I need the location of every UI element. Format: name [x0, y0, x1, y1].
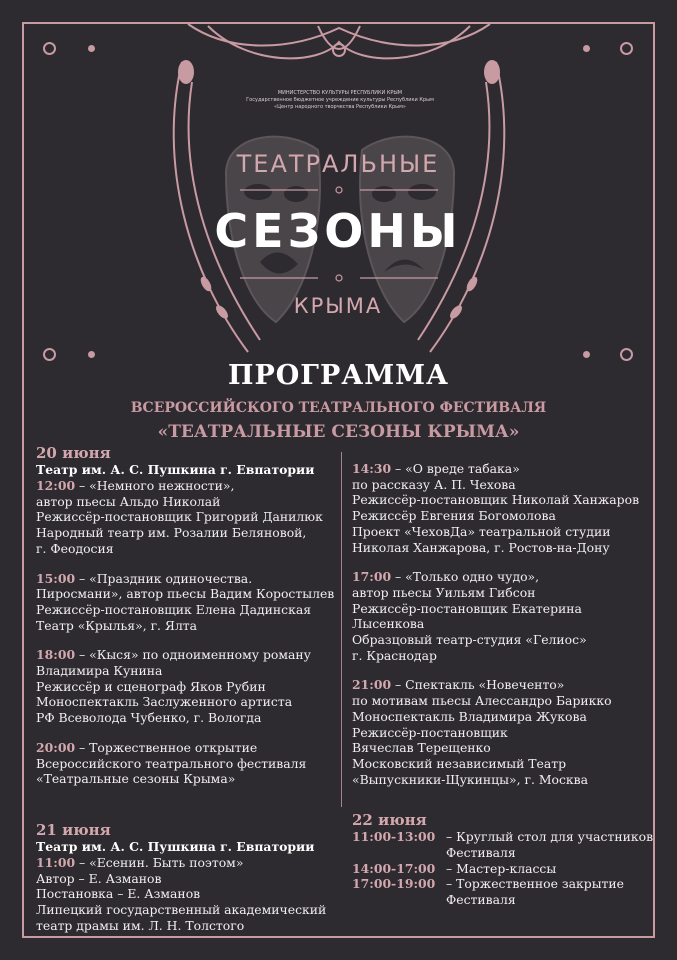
right-column: [352, 461, 652, 908]
event-text: Режиссёр и сценограф Яков Рубин: [36, 678, 266, 694]
event-text: Театр «Крылья», г. Ялта: [36, 617, 198, 633]
event-time: 12:00: [36, 478, 76, 493]
event-item: [36, 478, 336, 557]
day-heading: 20 июня: [36, 444, 111, 462]
event-time: 11:00: [36, 854, 76, 870]
corner-dot-decoration: [88, 45, 95, 52]
event-time: 14:30: [352, 461, 392, 476]
program-subtitle: ВСЕРОССИЙСКОГО ТЕАТРАЛЬНОГО ФЕСТИВАЛЯ: [130, 400, 547, 416]
event-time: 15:00: [36, 570, 76, 586]
event-text: Липецкий государственный академический: [36, 902, 327, 918]
schedule-time: 11:00-13:00: [352, 829, 436, 845]
schedule-row: [352, 829, 652, 845]
event-text: – «Есенин. Быть поэтом»: [79, 854, 244, 870]
event-text: Народный театр им. Розалии Беляновой,: [36, 525, 307, 541]
event-text: – «Кыся» по одноименному роману: [79, 647, 311, 663]
event-text: Постановка – Е. Азманов: [36, 886, 201, 902]
ministry-line: «Центр народного творчества Республики Крым»: [274, 104, 406, 110]
event-text: «Театральные сезоны Крыма»: [36, 771, 236, 787]
event-time: 18:00: [36, 647, 76, 663]
event-text: по мотивам пьесы Алессандро Барикко: [352, 693, 612, 709]
event-time: 21:00: [352, 677, 392, 693]
logo-word-main: СЕЗОНЫ: [214, 204, 462, 258]
event-text: автор пьесы Альдо Николай: [36, 493, 221, 509]
day-heading: 21 июня: [36, 820, 111, 839]
event-item: [36, 740, 336, 787]
event-text: – Торжественное открытие: [79, 739, 258, 755]
event-item: [36, 571, 336, 634]
event-time: 17:00: [352, 569, 392, 585]
event-time: 20:00: [36, 739, 76, 755]
schedule-time: 14:00-17:00: [352, 860, 436, 876]
schedule-row: [352, 845, 652, 861]
event-text: автор пьесы Уильям Гибсон: [352, 584, 536, 600]
event-text: Вячеслав Терещенко: [352, 740, 491, 756]
schedule-text: Фестиваля: [446, 845, 516, 861]
logo-word-bottom: КРЫМА: [293, 294, 383, 318]
schedule-text: Фестиваля: [446, 892, 516, 908]
event-item: [352, 461, 652, 555]
event-text: – Спектакль «Новеченто»: [395, 677, 565, 693]
event-text: Режиссёр Евгения Богомолова: [352, 508, 556, 524]
event-text: – «Праздник одиночества.: [79, 570, 253, 586]
corner-dot-decoration: [88, 351, 95, 358]
venue-name: Театр им. А. С. Пушкина г. Евпатории: [36, 462, 315, 477]
ministry-line: Государственное бюджетное учреждение культуры Республики Крым: [246, 97, 434, 103]
corner-ring-decoration: [620, 42, 633, 55]
schedule-text: – Круглый стол для участников: [446, 829, 654, 845]
event-text: г. Феодосия: [36, 540, 114, 556]
event-text: Режиссёр-постановщик Николай Ханжаров: [352, 492, 640, 508]
event-text: Московский независимый Театр: [352, 755, 567, 771]
schedule-time: 17:00-19:00: [352, 876, 436, 892]
event-text: – «О вреде табака»: [395, 461, 520, 476]
event-text: Автор – Е. Азманов: [36, 870, 162, 886]
corner-ring-decoration: [43, 42, 56, 55]
event-text: по рассказу А. П. Чехова: [352, 476, 516, 492]
event-text: Лысенкова: [352, 616, 425, 632]
event-text: Режиссёр-постановщик Григорий Данилюк: [36, 509, 323, 525]
event-text: Режиссёр-постановщик Елена Дадинская: [36, 601, 312, 617]
closing-schedule: [352, 829, 652, 908]
event-item: [352, 677, 652, 787]
event-text: Проект «ЧеховДа» театральной студии: [352, 523, 611, 539]
event-text: театр драмы им. Л. Н. Толстого: [36, 917, 245, 933]
schedule-row: [352, 892, 652, 908]
venue-name: Театр им. А. С. Пушкина г. Евпатории: [36, 838, 315, 854]
event-text: Николая Ханжарова, г. Ростов-на-Дону: [352, 539, 610, 555]
event-text: Моноспектакль Владимира Жукова: [352, 708, 587, 724]
logo-word-top: ТЕАТРАЛЬНЫЕ: [236, 150, 440, 178]
day-heading: 22 июня: [352, 811, 427, 830]
event-item: [352, 569, 652, 663]
event-text: Всероссийского театрального фестиваля: [36, 755, 307, 771]
event-text: Режиссёр-постановщик: [352, 724, 508, 740]
festival-name: «ТЕАТРАЛЬНЫЕ СЕЗОНЫ КРЫМА»: [157, 422, 520, 442]
event-text: Образцовый театр-студия «Гелиос»: [352, 632, 587, 648]
left-column: [36, 444, 336, 947]
ministry-header: [200, 90, 480, 111]
corner-dot-decoration: [583, 45, 590, 52]
schedule-text: – Торжественное закрытие: [446, 876, 625, 892]
event-text: Владимира Кунина: [36, 663, 163, 679]
event-item: [36, 855, 336, 934]
event-text: г. Краснодар: [352, 647, 437, 663]
schedule-text: – Мастер-классы: [446, 860, 557, 876]
event-text: РФ Всеволода Чубенко, г. Вологда: [36, 710, 262, 726]
event-text: – «Только одно чудо»,: [395, 569, 540, 585]
event-text: Пиросмани», автор пьесы Вадим Коростылев: [36, 586, 335, 602]
event-item: [36, 647, 336, 726]
event-text: «Выпускники-Щукинцы», г. Москва: [352, 771, 589, 787]
program-title: ПРОГРАММА: [227, 360, 450, 391]
event-text: Моноспектакль Заслуженного артиста: [36, 694, 293, 710]
schedule-row: [352, 876, 652, 892]
ministry-line: МИНИСТЕРСТВО КУЛЬТУРЫ РЕСПУБЛИКИ КРЫМ: [277, 90, 403, 96]
event-text: Режиссёр-постановщик Екатерина: [352, 600, 582, 616]
schedule-row: [352, 861, 652, 877]
corner-dot-decoration: [583, 351, 590, 358]
event-text: – «Немного нежности»,: [79, 478, 235, 493]
column-divider: [341, 452, 342, 807]
